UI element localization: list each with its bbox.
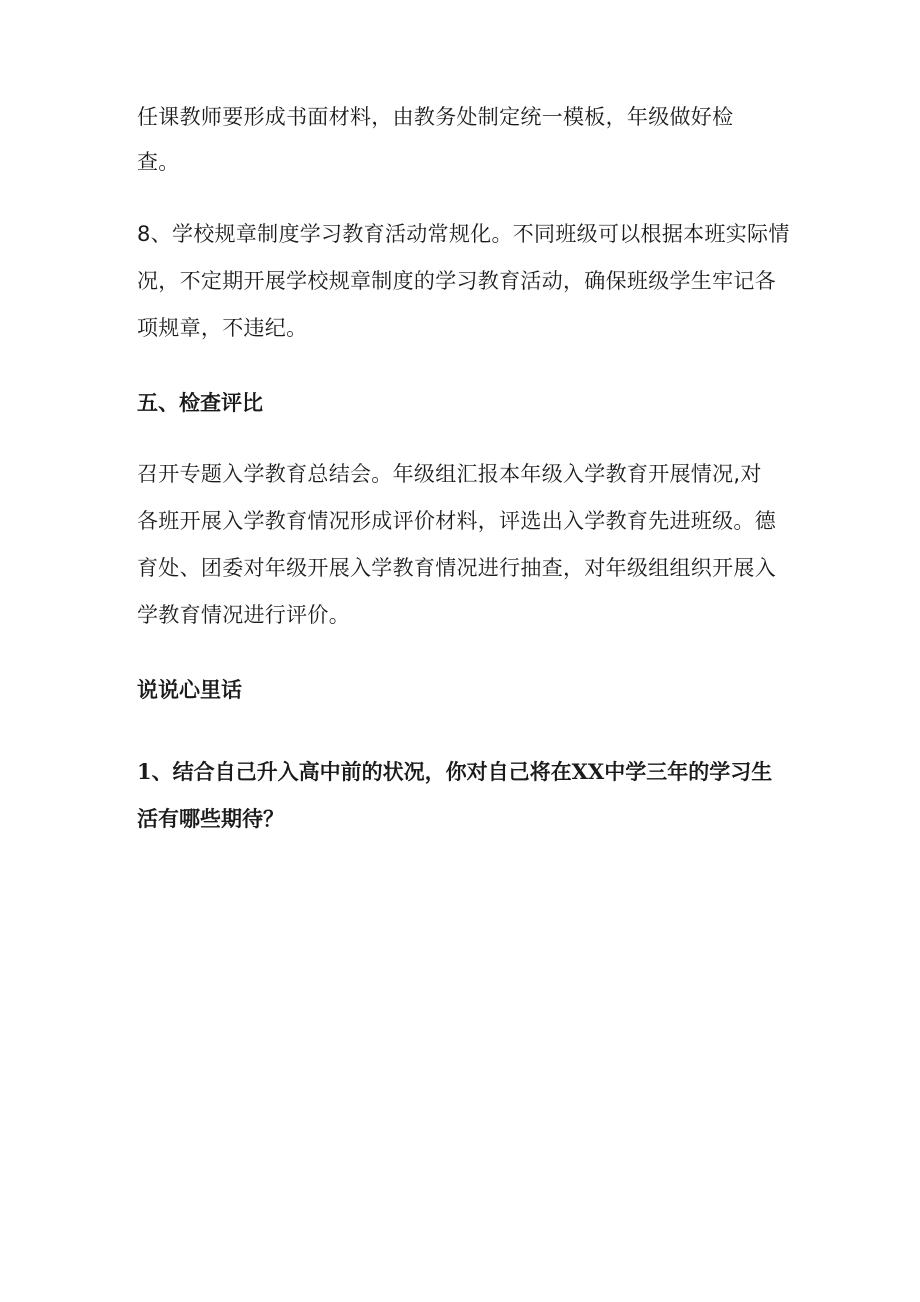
section-heading-inspection: 五、检查评比	[137, 391, 263, 415]
section-5-line: 召开专题入学教育总结会。年级组汇报本年级入学教育开展情况,对	[137, 462, 762, 486]
item-8-line: 况，不定期开展学校规章制度的学习教育活动，确保班级学生牢记各	[137, 269, 776, 293]
section-heading-talk: 说说心里话	[137, 678, 242, 702]
section-5-line: 育处、团委对年级开展入学教育情况进行抽查，对年级组组织开展入	[137, 556, 776, 580]
paragraph-line: 任课教师要形成书面材料，由教务处制定统一模板，年级做好检	[137, 105, 734, 129]
paragraph-line: 查。	[137, 150, 180, 174]
question-1-line: 1、结合自己升入高中前的状况，你对自己将在XX中学三年的学习生	[137, 759, 773, 784]
section-5-line: 各班开展入学教育情况形成评价材料，评选出入学教育先进班级。德	[137, 509, 776, 533]
section-5-line: 学教育情况进行评价。	[137, 603, 350, 627]
question-1-line: 活有哪些期待？	[137, 806, 284, 831]
item-8-line: 项规章，不违纪。	[137, 316, 308, 340]
item-8-line: 8、学校规章制度学习教育活动常规化。不同班级可以根据本班实际情	[137, 222, 790, 246]
